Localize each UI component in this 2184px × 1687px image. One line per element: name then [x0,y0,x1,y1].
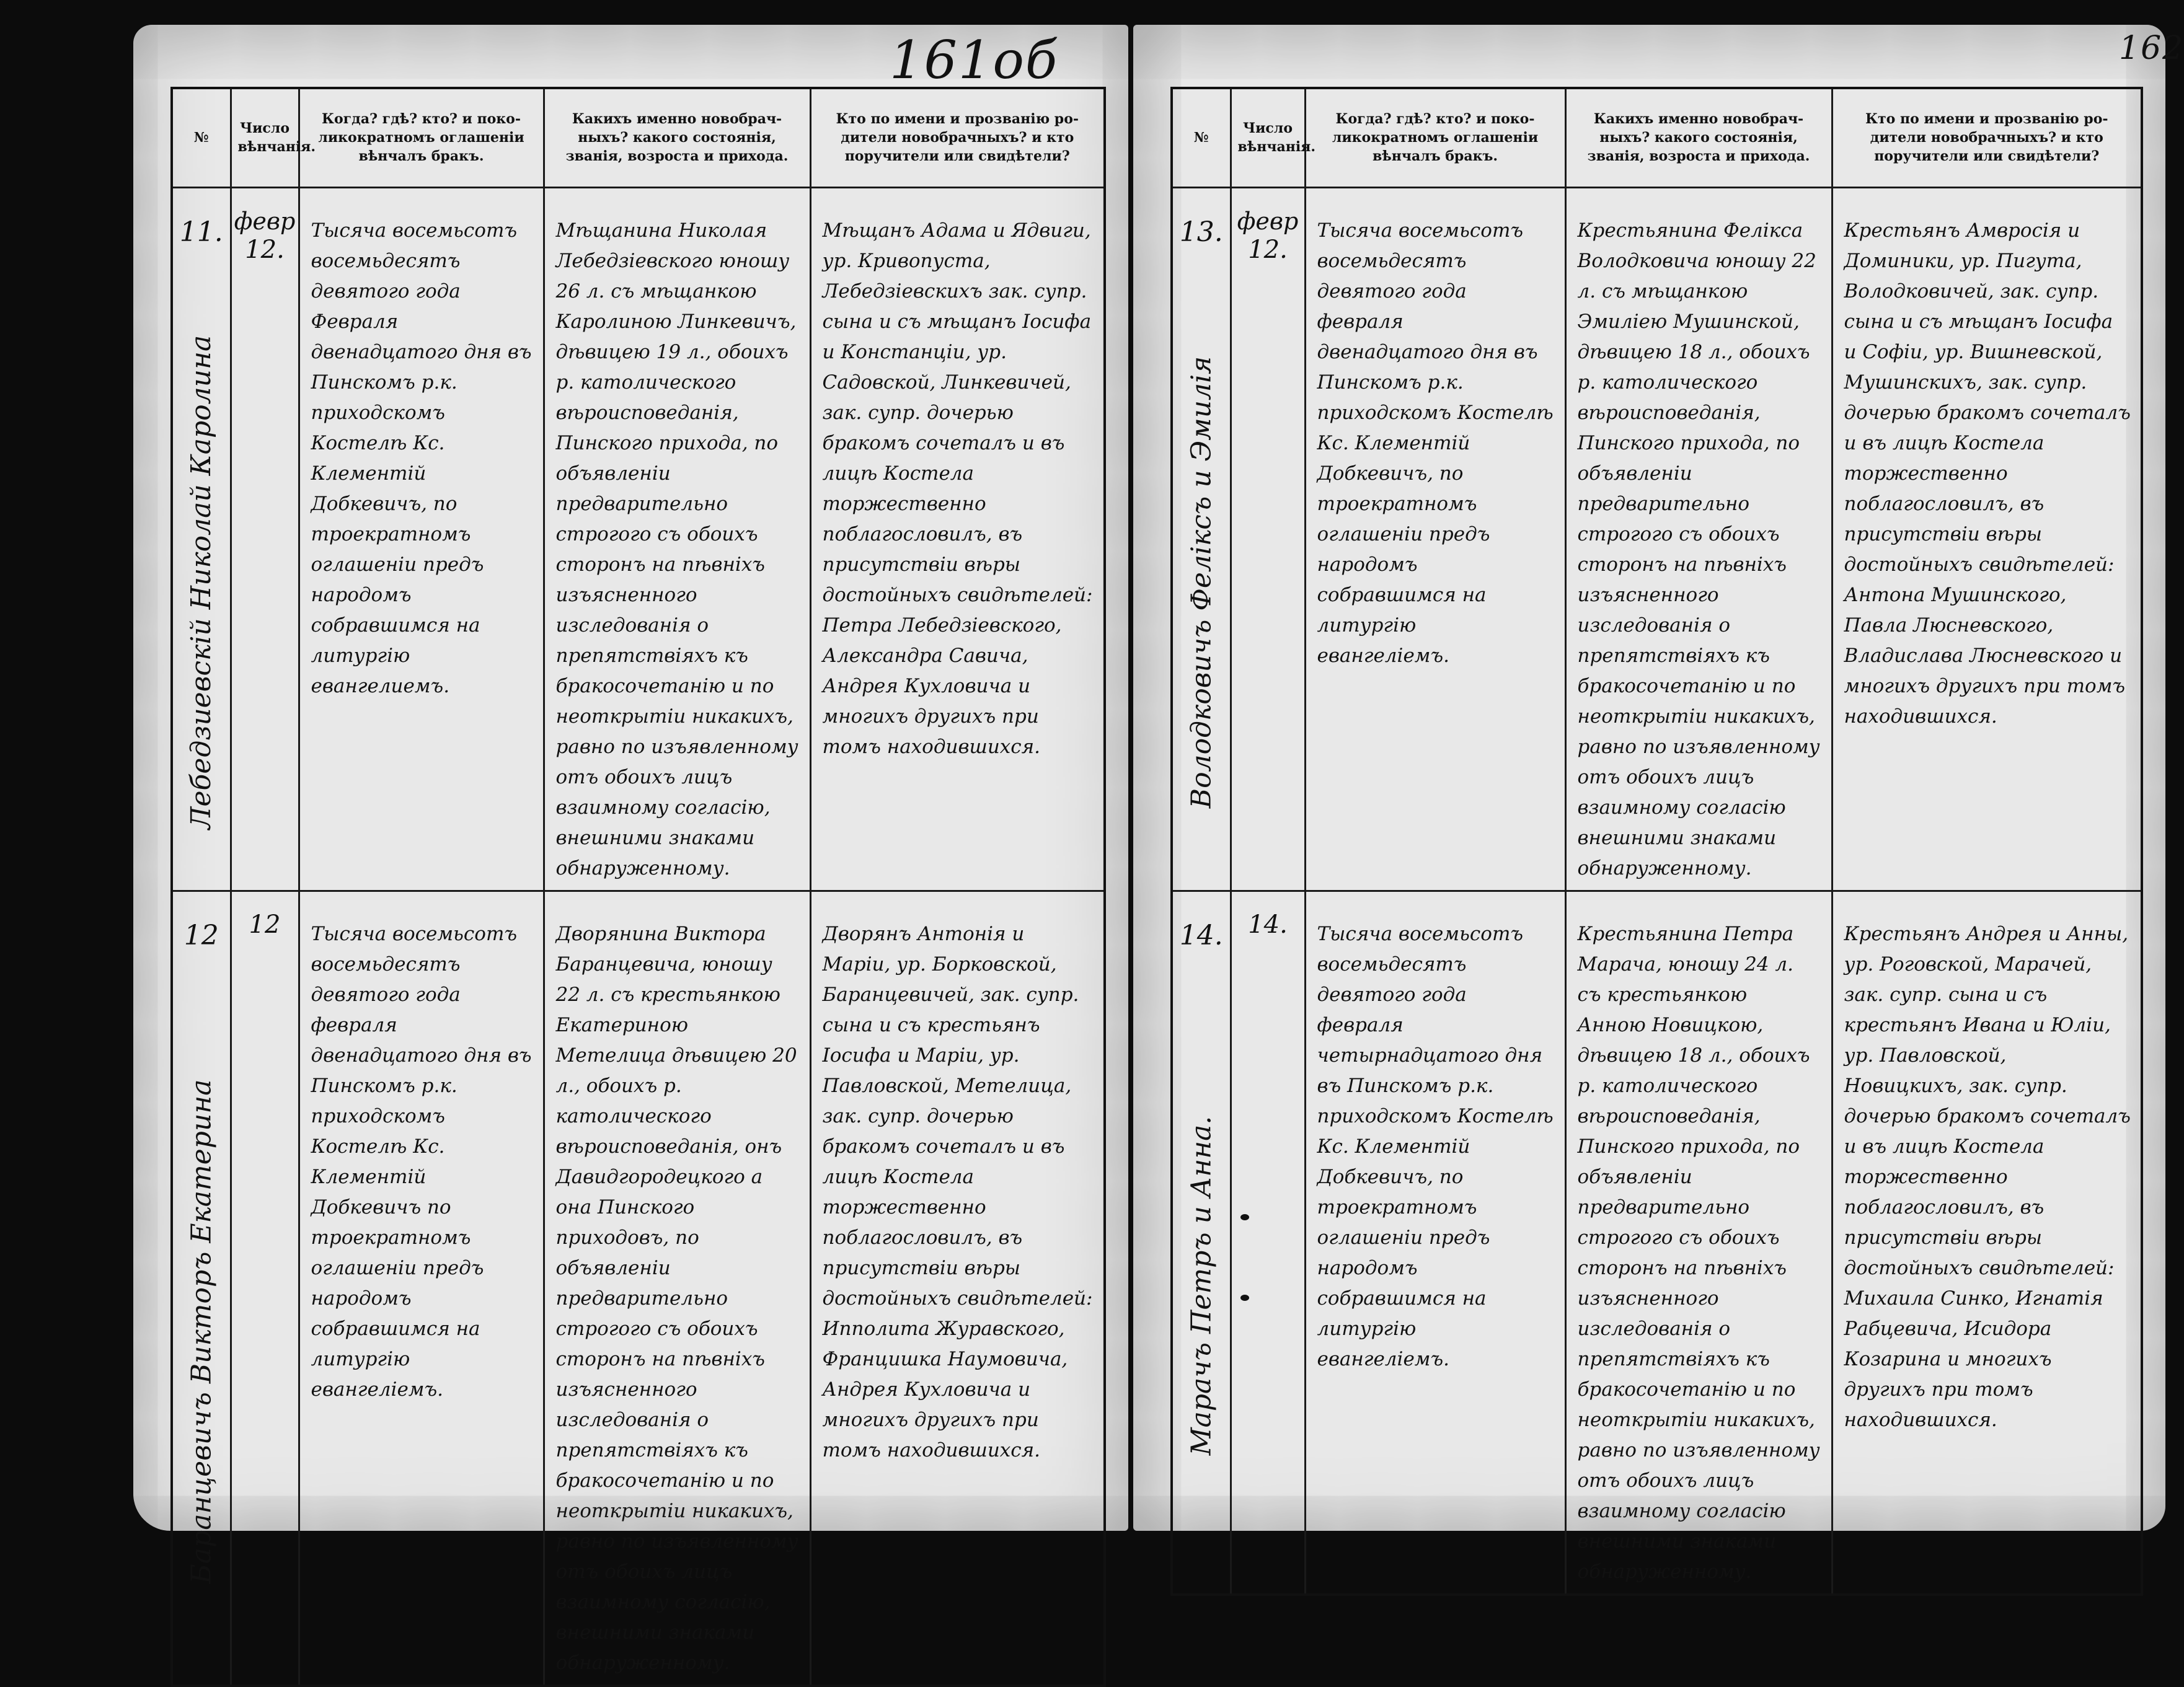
spouse-names: Марачъ Петръ и Анна. [1185,1116,1218,1456]
record-when-text: Тысяча восемьсотъ восемьдесятъ девятого года февраля четырнадцатого дня въ Пинскомъ р.к. приходскомъ Костелѣ Кс. Клементiй Добкевичъ, по троекратномъ оглашенiи предъ народомъ собравшимся на литургiю евангелiемъ. [1305,891,1565,1595]
record-date-cell [231,187,299,891]
record-day: 14. [1248,910,1288,939]
record-when-text: Тысяча восемьсотъ восемьдесятъ девятого года февраля двенадцатого дня въ Пинскомъ р.к. приходскомъ Костелѣ Кс. Клементiй Добкевичъ, по троекратномъ оглашенiи предъ народомъ собравшимся на литургiю евангелiемъ. [1305,187,1565,891]
spouse-names: Володковичъ Фелiксъ и Эмилiя [1185,356,1218,809]
record-couple-text: Мѣщанина Николая Лебедзiевского юношу 26 л. съ мѣщанкою Каролиною Линкевичъ, дѣвицею 19 л., обоихъ р. католического вѣроисповеданiя, Пинского прихода, по объявленiи предварительно строгого съ обоихъ сторонъ на пѣвнiхъ изъясненного изследованiя о препятствiяхъ къ бракосочетанiю и по неоткрытiи никакихъ, равно по изъявленному отъ обоихъ лицъ взаимному согласiю, внешними знаками обнаруженному. [544,187,810,891]
header-parents: Кто по имени и прозванію ро-дители новобрачныхъ? и кто поручители или свидѣтели? [1832,88,2142,187]
ink-blot [1240,1214,1249,1220]
record-number-cell [172,891,231,1686]
table-row [172,187,1105,891]
record-day: 12 [249,910,281,939]
page-number: 161об [890,30,1059,90]
spouse-names: Лебедзиевскiй Николай Каролина [185,335,218,830]
header-number: № [1172,88,1231,187]
header-when: Когда? гдѣ? кто? и поко-ликократномъ оглашеніи вѣнчалъ бракъ. [1305,88,1565,187]
table-header-row [1172,88,2142,187]
record-parents-text: Мѣщанъ Адама и Ядвиги, ур. Кривопуста, Лебедзiевскихъ зак. супр. сына и съ мѣщанъ Iосифа и Констанцiи, ур. Садовской, Линкевичей, зак. супр. дочерью бракомъ сочеталъ и въ лицѣ Костела торжественно поблагословилъ, въ присутствiи вѣры достойныхъ свидѣтелей: Петра Лебедзiевского, Александра Савича, Андрея Кухловича и многихъ другихъ при томъ находившихся. [810,187,1105,891]
marriage-register-table [170,87,1106,1687]
header-date: Число вѣнчанія. [231,88,299,187]
table-row [172,891,1105,1686]
table-row [1172,187,2142,891]
record-number: 14. [1179,919,1223,951]
record-number: 12 [183,919,219,951]
record-couple-text: Крестьянина Фелiкса Володковича юношу 22 л. съ мѣщанкою Эмилiею Мушинской, дѣвицею 18 л., обоихъ р. католического вѣроисповеданiя, Пинского прихода, по объявленiи предварительно строгого съ обоихъ сторонъ на пѣвнiхъ изъясненного изследованiя о препятствiяхъ къ бракосочетанiю и по неоткрытiи никакихъ, равно по изъявленному отъ обоихъ лицъ взаимному согласiю внешними знаками обнаруженному. [1565,187,1832,891]
record-when-text: Тысяча восемьсотъ восемьдесятъ девятого года февраля двенадцатого дня въ Пинскомъ р.к. приходскомъ Костелѣ Кс. Клементiй Добкевичъ по троекратномъ оглашенiи предъ народомъ собравшимся на литургiю евангелiемъ. [299,891,544,1686]
header-couple: Какихъ именно новобрач-ныхъ? какого состоянія, званія, возроста и прихода. [1565,88,1832,187]
record-day: 12. [1248,235,1288,264]
record-date-cell [231,891,299,1686]
right-page [1133,25,2184,1583]
spouse-names: Баранцевичъ Викторъ Екатерина [185,1078,218,1584]
header-parents: Кто по имени и прозванію ро-дители новобрачныхъ? и кто поручители или свидѣтели? [810,88,1105,187]
record-when-text: Тысяча восемьсотъ восемьдесятъ девятого года Февраля двенадцатого дня въ Пинскомъ р.к. приходскомъ Костелѣ Кс. Клементiй Добкевичъ, по троекратномъ оглашенiи предъ народомъ собравшимся на литургiю евангелиемъ. [299,187,544,891]
record-number-cell [1172,891,1231,1595]
marriage-register-table [1170,87,2143,1596]
page-number: 162 [2119,30,2184,67]
record-month: февр [234,207,296,235]
table-header-row [172,88,1105,187]
record-number-cell [1172,187,1231,891]
record-date-cell [1231,187,1305,891]
record-day: 12. [245,235,285,264]
record-date-cell [1231,891,1305,1595]
header-when: Когда? гдѣ? кто? и поко-ликократномъ оглашеніи вѣнчалъ бракъ. [299,88,544,187]
record-parents-text: Дворянъ Антонiя и Марiи, ур. Борковской, Баранцевичей, зак. супр. сына и съ крестьянъ Iосифа и Марiи, ур. Павловской, Метелица, зак. супр. дочерью бракомъ сочеталъ и въ лицѣ Костела торжественно поблагословилъ, въ присутствiи вѣры достойныхъ свидѣтелей: Ипполита Журавского, Францишка Наумовича, Андрея Кухловича и многихъ другихъ при томъ находившихся. [810,891,1105,1686]
record-number: 11. [179,216,223,248]
record-month: февр [1237,207,1299,235]
record-parents-text: Крестьянъ Андрея и Анны, ур. Роговской, Марачей, зак. супр. сына и съ крестьянъ Ивана и Юлiи, ур. Павловской, Новицкихъ, зак. супр. дочерью бракомъ сочеталъ и въ лицѣ Костела торжественно поблагословилъ, въ присутствiи вѣры достойныхъ свидѣтелей: Михаила Синко, Игнатiя Рабцевича, Исидора Козарина и многихъ другихъ при томъ находившихся. [1832,891,2142,1595]
header-number: № [172,88,231,187]
ink-blot [1240,1295,1249,1301]
left-page [133,25,1128,1674]
record-number: 13. [1179,216,1223,248]
header-couple: Какихъ именно новобрач-ныхъ? какого состоянія, званія, возроста и прихода. [544,88,810,187]
record-parents-text: Крестьянъ Амвросiя и Доминики, ур. Пигута, Володковичей, зак. супр. сына и съ мѣщанъ Iосифа и Софiи, ур. Вишневской, Мушинскихъ, зак. супр. дочерью бракомъ сочеталъ и въ лицѣ Костела торжественно поблагословилъ, въ присутствiи вѣры достойныхъ свидѣтелей: Антона Мушинского, Павла Люсневского, Владислава Люсневского и многихъ другихъ при томъ находившихся. [1832,187,2142,891]
table-row [1172,891,2142,1595]
header-date: Число вѣнчанія. [1231,88,1305,187]
record-number-cell [172,187,231,891]
record-couple-text: Дворянина Виктора Баранцевича, юношу 22 л. съ крестьянкою Екатериною Метелица дѣвицею 20 л., обоихъ р. католического вѣроисповеданiя, онъ Давидгородецкого а она Пинского приходовъ, по объявленiи предварительно строгого съ обоихъ сторонъ на пѣвнiхъ изъясненного изследованiя о препятствiяхъ къ бракосочетанiю и по неоткрытiи никакихъ, равно по изъявленному отъ обоихъ лицъ взаимному согласiю, внешними знаками обнаруженному. [544,891,810,1686]
record-couple-text: Крестьянина Петра Марача, юношу 24 л. съ крестьянкою Анною Новицкою, дѣвицею 18 л., обоихъ р. католического вѣроисповеданiя, Пинского прихода, по объявленiи предварительно строгого съ обоихъ сторонъ на пѣвнiхъ изъясненного изследованiя о препятствiяхъ къ бракосочетанiю и по неоткрытiи никакихъ, равно по изъявленному отъ обоихъ лицъ взаимному согласiю внешними знаками обнаруженному. [1565,891,1832,1595]
